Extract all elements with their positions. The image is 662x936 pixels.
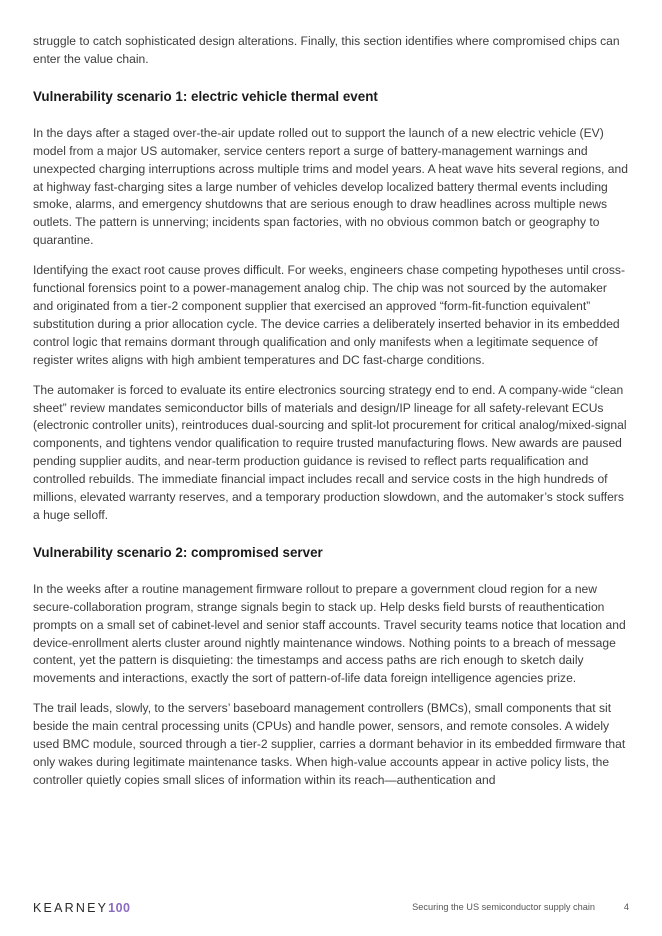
logo-number: 100 (108, 901, 131, 915)
scenario-1-paragraph: The automaker is forced to evaluate its entire electronics sourcing strategy end to end. A company-wide “clean sheet” review mandates semiconductor bills of materials and design/IP lineage for all safety-relevant ECUs (electronic controller units), reintroduces dual-sourcing and split-lot procurement for critical analog/mixed-signal components, and tightens vendor qualification to require trusted manufacturing flows. New awards are paused pending supplier audits, and near-term production guidance is revised to reflect parts requalification and controlled rebuilds. The immediate financial impact includes recall and service costs in the high hundreds of millions, elevated warranty reserves, and a temporary production slowdown, and the automaker’s stock suffers a huge selloff. (33, 382, 627, 522)
scenario-2-paragraph: In the weeks after a routine management firmware rollout to prepare a government cloud region for a new secure-collaboration program, strange signals begin to stack up. Help desks field bursts of reauthentication prompts on a small set of cabinet-level and senior staff accounts. Travel security teams notice that location and device-enrollment alerts cluster around nightly maintenance windows. Nothing points to a breach of message content, yet the pattern is disquieting: the timestamps and access paths are rich enough to sketch daily movements and interactions, exactly the sort of pattern-of-life data foreign intelligence agencies prize. (33, 581, 626, 686)
scenario-1-paragraph: Identifying the exact root cause proves difficult. For weeks, engineers chase competing hypotheses until cross-functional forensics point to a power-management analog chip. The chip was not sourced by the automaker and originated from a tier-2 component supplier that exercised an approved “form-fit-function equivalent” substitution during a prior allocation cycle. The device carries a deliberately inserted behavior in its embedded control logic that remains dormant through qualification and only manifests when a legitimate sequence of register writes aligns with high ambient temperatures and DC fast-charge conditions. (33, 263, 626, 367)
page-number: 4 (623, 902, 629, 912)
scenario-2-heading: Vulnerability scenario 2: compromised server (33, 544, 323, 560)
document-body (33, 33, 629, 802)
scenario-1-heading: Vulnerability scenario 1: electric vehicle thermal event (33, 88, 378, 104)
scenario-1-paragraph: In the days after a staged over-the-air update rolled out to support the launch of a new electric vehicle (EV) model from a major US automaker, service centers report a surge of battery-management warnings and unexpected charging interruptions across multiple trims and model years. A heat wave hits several regions, and at highway fast-charging sites a large number of vehicles develop localized battery thermal events including smoke, alarms, and emergency shutdowns that are serious enough to draw headlines across multiple news outlets. The pattern is unnerving; incidents span factories, with no obvious common batch or geography to quarantine. (33, 125, 628, 248)
scenario-2-paragraph: The trail leads, slowly, to the servers’ baseboard management controllers (BMCs), small components that sit beside the main central processing units (CPUs) and handle power, sensors, and remote consoles. A widely used BMC module, sourced through a tier-2 supplier, carries a dormant behavior in its embedded firmware that only wakes during legitimate maintenance tasks. When high-value accounts appear in active policy lists, the controller quietly copies small slices of information within its reach—authentication and (33, 701, 626, 787)
intro-paragraph: struggle to catch sophisticated design alterations. Finally, this section identifies where compromised chips can enter the value chain. (33, 34, 620, 66)
kearney-logo (33, 901, 131, 915)
logo-wordmark: KEARNEY (33, 901, 109, 915)
page-footer (33, 899, 629, 917)
footer-document-title: Securing the US semiconductor supply chain (412, 902, 595, 912)
